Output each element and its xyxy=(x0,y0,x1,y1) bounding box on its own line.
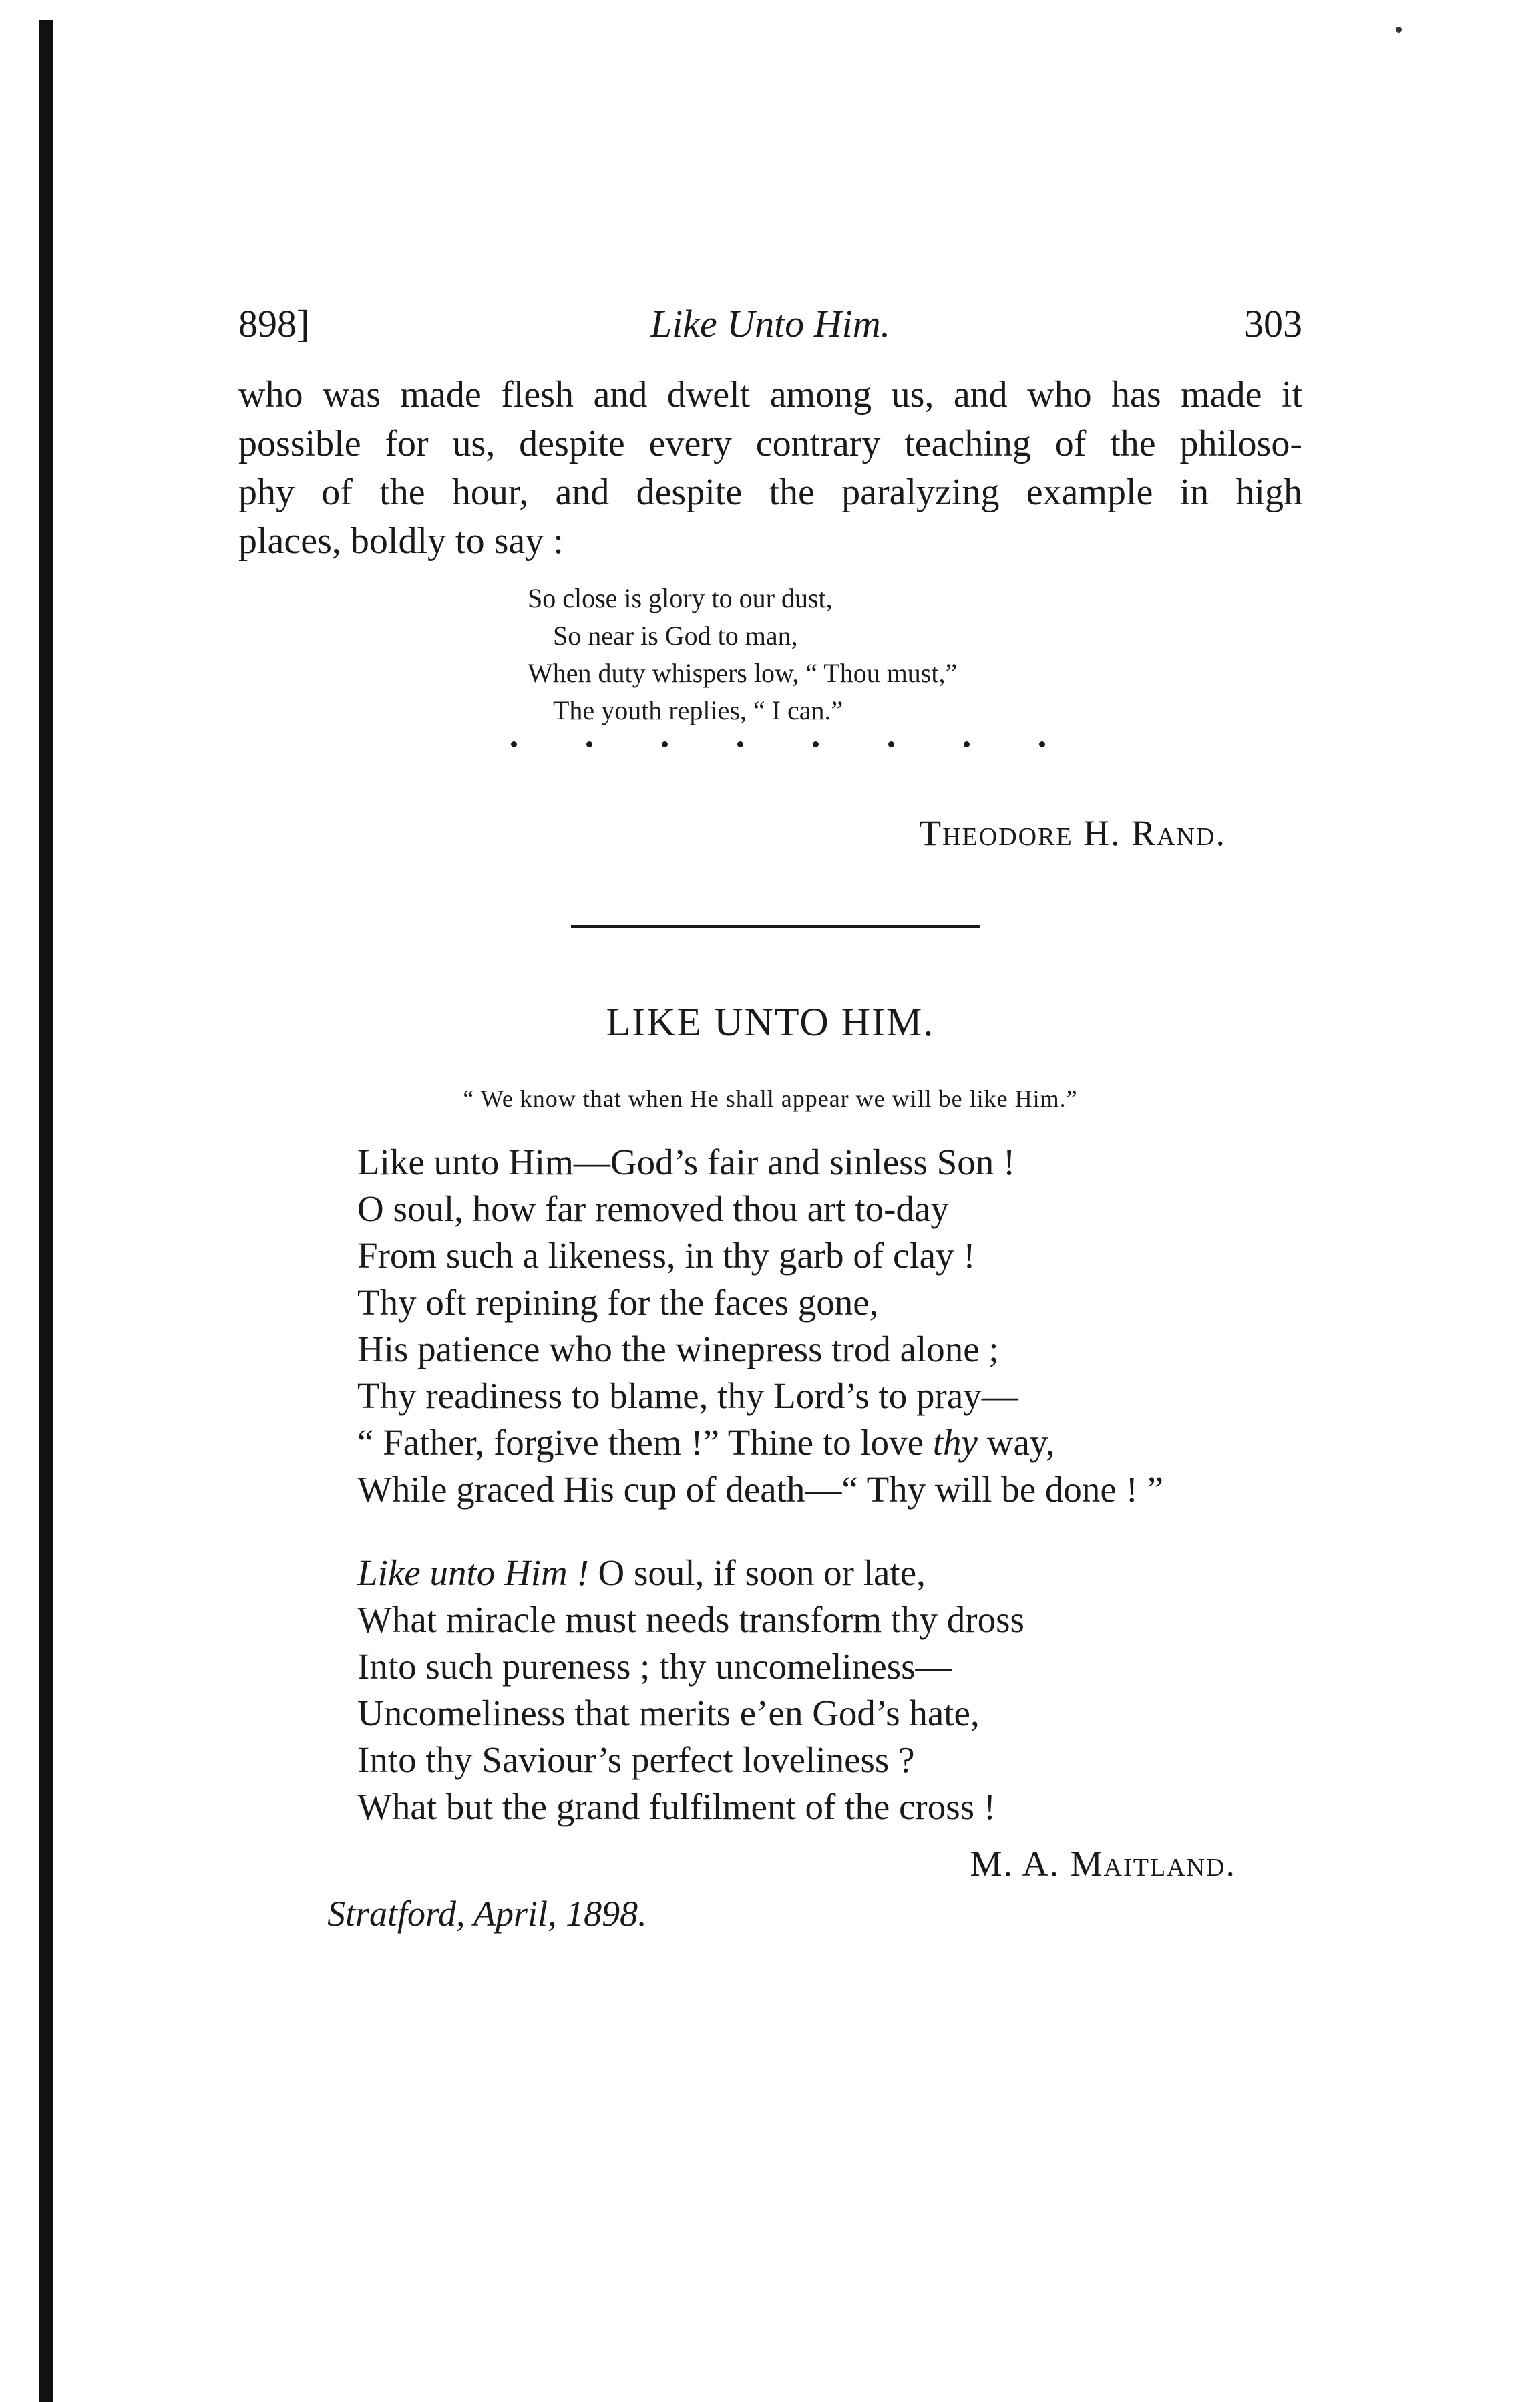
poem-line-text: “ Father, forgive them !” Thine to love xyxy=(357,1422,933,1463)
author-signature-maitland: M. A. Maitland. xyxy=(970,1844,1236,1884)
page-number: 303 xyxy=(1244,302,1302,345)
section-divider xyxy=(571,925,980,928)
verse-line: So near is God to man, xyxy=(553,621,798,651)
poem-epigraph: “ We know that when He shall appear we will be like Him.” xyxy=(463,1085,1078,1112)
poem-line-text: O soul, if soon or late, xyxy=(588,1552,926,1593)
prose-line: places, boldly to say : xyxy=(238,520,564,562)
poem-line: Into thy Saviour’s perfect loveliness ? xyxy=(357,1739,915,1780)
ellipsis-dot xyxy=(511,741,517,747)
poem-line: Into such pureness ; thy uncomeliness— xyxy=(357,1646,952,1687)
poem-stanza-1 xyxy=(357,1139,1163,1513)
running-title: Like Unto Him. xyxy=(650,302,891,345)
ellipsis-dots xyxy=(511,741,1045,747)
prose-line: possible for us, despite every contrary teaching of the philoso- xyxy=(238,423,1302,464)
verse-line: So close is glory to our dust, xyxy=(528,583,833,613)
running-head xyxy=(238,297,1302,351)
poem-line: What miracle must needs transform thy dross xyxy=(357,1599,1024,1640)
prose-line: who was made flesh and dwelt among us, and who has made it xyxy=(238,374,1302,415)
page-speck xyxy=(1396,27,1402,33)
poem-emphasis: Like unto Him ! xyxy=(357,1552,589,1593)
poem-emphasis: thy xyxy=(932,1422,978,1463)
poem-line: What but the grand fulfilment of the cross ! xyxy=(357,1786,996,1827)
poem-line: From such a likeness, in thy garb of clay ! xyxy=(357,1235,976,1276)
ellipsis-dot xyxy=(813,741,819,747)
poem-stanza-2 xyxy=(357,1550,1024,1830)
poem-line: Uncomeliness that merits e’en God’s hate, xyxy=(357,1693,980,1733)
poem-line: Thy oft repining for the faces gone, xyxy=(357,1282,879,1323)
ellipsis-dot xyxy=(737,741,743,747)
verse-line: The youth replies, “ I can.” xyxy=(553,695,843,725)
poem-line: While graced His cup of death—“ Thy will be done ! ” xyxy=(357,1469,1164,1510)
book-spine-shadow xyxy=(39,20,53,2402)
poem-title: LIKE UNTO HIM. xyxy=(606,1000,935,1044)
ellipsis-dot xyxy=(662,741,668,747)
prose-line: phy of the hour, and despite the paralyzing example in high xyxy=(238,472,1302,513)
prose-paragraph xyxy=(238,371,1302,566)
poem-line: Thy readiness to blame, thy Lord’s to pray— xyxy=(357,1375,1018,1416)
ellipsis-dot xyxy=(888,741,894,747)
ellipsis-dot xyxy=(1039,741,1045,747)
poem-line xyxy=(357,1419,1163,1466)
poem-line xyxy=(357,1550,1024,1596)
poem-line: O soul, how far removed thou art to-day xyxy=(357,1188,949,1229)
ellipsis-dot xyxy=(586,741,592,747)
poem-line-text: way, xyxy=(977,1422,1055,1463)
author-signature-rand: Theodore H. Rand. xyxy=(919,813,1226,853)
place-and-date: Stratford, April, 1898. xyxy=(327,1894,647,1934)
left-folio: 898] xyxy=(238,302,310,345)
quoted-verse xyxy=(528,580,957,729)
poem-line: His patience who the winepress trod alone ; xyxy=(357,1329,999,1369)
verse-line: When duty whispers low, “ Thou must,” xyxy=(528,658,958,688)
poem-line: Like unto Him—God’s fair and sinless Son ! xyxy=(357,1142,1016,1182)
ellipsis-dot xyxy=(964,741,970,747)
